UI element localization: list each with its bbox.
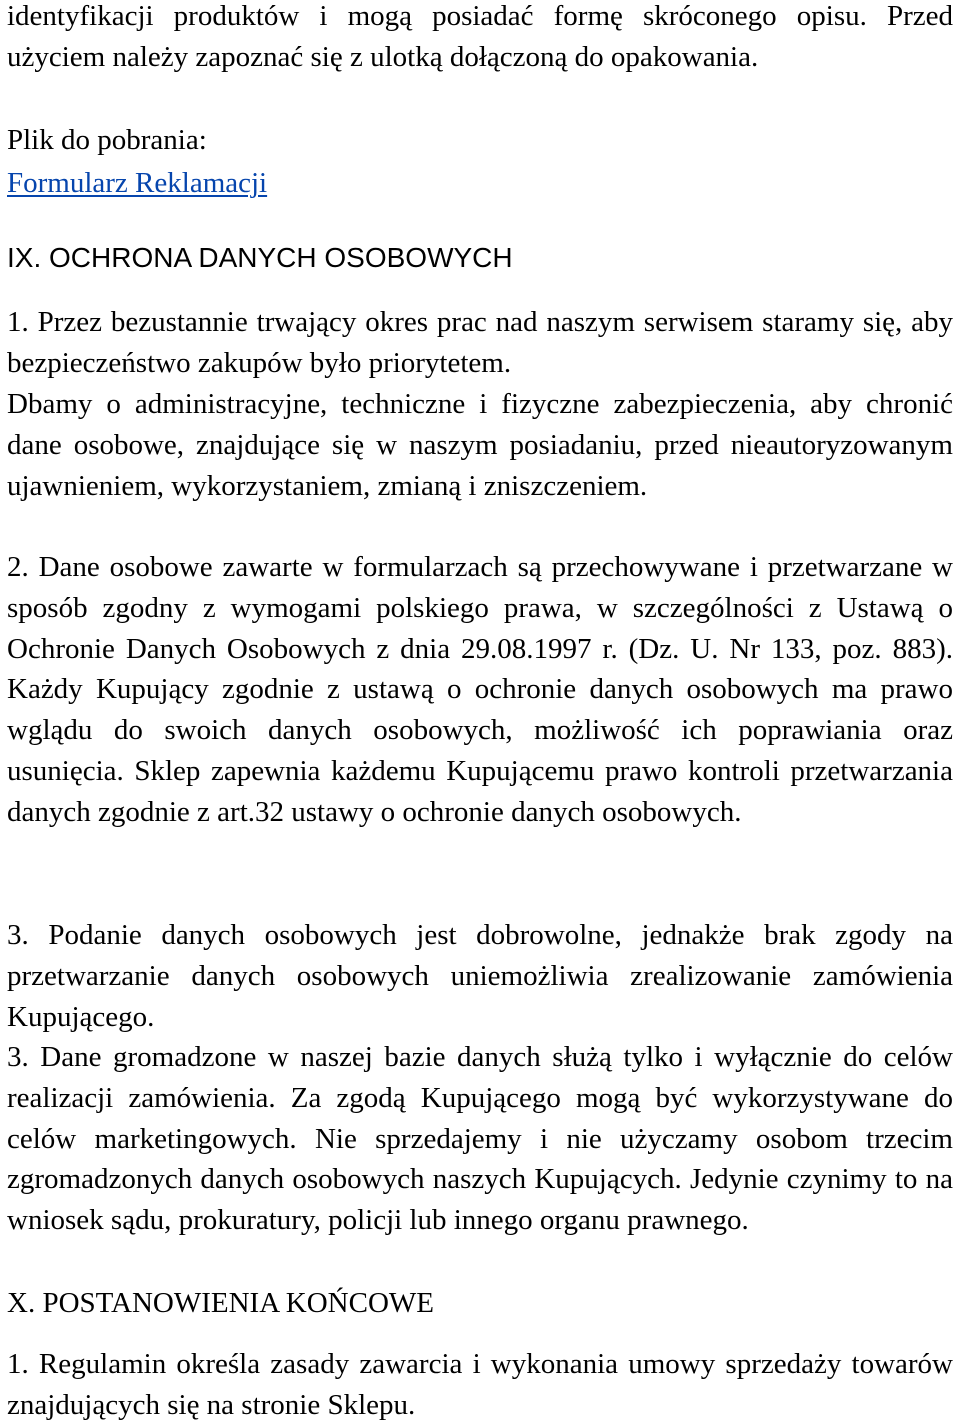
section-10-heading: X. POSTANOWIENIA KOŃCOWE	[7, 1287, 434, 1319]
section-9-paragraph-3: 3. Podanie danych osobowych jest dobrowolne, jednakże brak zgody na przetwarzanie danych osobowych uniemożliwia zrealizowanie zamówienia Kupującego.	[7, 919, 953, 1033]
section-9-paragraph-4: 3. Dane gromadzone w naszej bazie danych służą tylko i wyłącznie do celów realizacji zamówienia. Za zgodą Kupującego mogą być wykorzystywane do celów marketingowych. Nie sprzedajemy i nie użyczamy osobom trzecim zgromadzonych danych osobowych naszych Kupujących. Jedynie czynimy to na wniosek sądu, prokuratury, policji lub innego organu prawnego.	[7, 1041, 953, 1237]
section-9-paragraph-1: 1. Przez bezustannie trwający okres prac nad naszym serwisem staramy się, aby bezpieczeństwo zakupów było priorytetem.	[7, 306, 953, 379]
download-line	[7, 163, 953, 204]
section-9-paragraph-1b: Dbamy o administracyjne, techniczne i fizyczne zabezpieczenia, aby chronić dane osobowe, znajdujące się w naszym posiadaniu, przed nieautoryzowanym ujawnieniem, wykorzystaniem, zmianą i zniszczeniem.	[7, 388, 953, 502]
download-label: Plik do pobrania:	[7, 124, 207, 156]
complaint-form-link[interactable]: Formularz Reklamacji	[7, 167, 268, 199]
section-9-heading: IX. OCHRONA DANYCH OSOBOWYCH	[7, 242, 513, 273]
section-10-paragraph-1: 1. Regulamin określa zasady zawarcia i wykonania umowy sprzedaży towarów znajdujących się na stronie Sklepu.	[7, 1348, 953, 1421]
section-9-paragraph-2: 2. Dane osobowe zawarte w formularzach są przechowywane i przetwarzane w sposób zgodny z wymogami polskiego prawa, w szczególności z Ustawą o Ochronie Danych Osobowych z dnia 29.08.1997 r. (Dz. U. Nr 133, poz. 883). Każdy Kupujący zgodnie z ustawą o ochronie danych osobowych ma prawo wglądu do swoich danych osobowych, możliwość ich poprawiania oraz usunięcia. Sklep zapewnia każdemu Kupującemu prawo kontroli przetwarzania danych zgodnie z art.32 ustawy o ochronie danych osobowych.	[7, 551, 953, 828]
intro-paragraph: identyfikacji produktów i mogą posiadać formę skróconego opisu. Przed użyciem należy zapoznać się z ulotką dołączoną do opakowania.	[7, 0, 953, 73]
